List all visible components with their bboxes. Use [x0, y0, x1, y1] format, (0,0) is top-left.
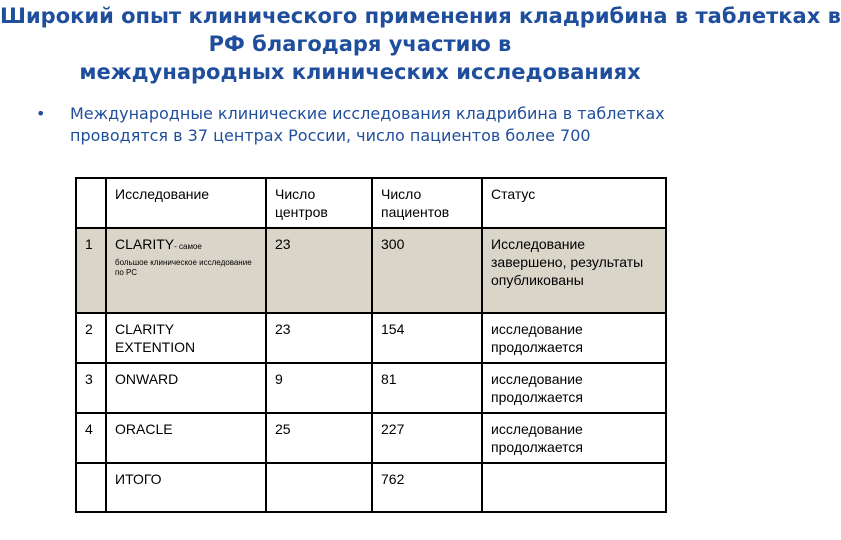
row-study: [106, 228, 266, 313]
title-line-1: Широкий опыт клинического применения кладрибина в таблетках в: [0, 4, 841, 28]
table-total-row: [76, 463, 666, 512]
slide-title: [0, 2, 841, 86]
total-patients: 762: [372, 463, 482, 512]
total-status: [482, 463, 666, 512]
row-centers: 9: [266, 363, 372, 413]
row-centers: 23: [266, 228, 372, 313]
row-centers: 23: [266, 313, 372, 363]
header-centers: Число центров: [266, 178, 372, 228]
header-status: Статус: [482, 178, 666, 228]
bullet-point: [36, 103, 686, 147]
title-line-2: РФ благодаря участию в: [208, 32, 512, 56]
row-patients: 227: [372, 413, 482, 463]
row-number: 2: [76, 313, 106, 363]
header-study: Исследование: [106, 178, 266, 228]
study-note-inline: - самое: [174, 242, 202, 251]
row-status: исследование продолжается: [482, 413, 666, 463]
study-note: большое клиническое исследование по РС: [115, 258, 252, 277]
header-patients: Число пациентов: [372, 178, 482, 228]
table-row: [76, 228, 666, 313]
table-row: [76, 363, 666, 413]
row-study: CLARITY EXTENTION: [106, 313, 266, 363]
row-status: исследование продолжается: [482, 363, 666, 413]
row-number: 3: [76, 363, 106, 413]
table-row: [76, 413, 666, 463]
row-patients: 81: [372, 363, 482, 413]
table-header-row: [76, 178, 666, 228]
row-patients: 154: [372, 313, 482, 363]
total-num-cell: [76, 463, 106, 512]
title-line-3: международных клинических исследованиях: [79, 60, 641, 84]
row-study: ORACLE: [106, 413, 266, 463]
row-status: Исследование завершено, результаты опубликованы: [482, 228, 666, 313]
bullet-text: Международные клинические исследования кладрибина в таблетках проводятся в 37 центрах России, число пациентов более 700: [70, 104, 665, 145]
total-centers: [266, 463, 372, 512]
total-label: ИТОГО: [106, 463, 266, 512]
bullet-marker: •: [36, 104, 46, 123]
row-patients: 300: [372, 228, 482, 313]
header-num-cell: [76, 178, 106, 228]
row-number: 1: [76, 228, 106, 313]
row-study: ONWARD: [106, 363, 266, 413]
row-status: исследование продолжается: [482, 313, 666, 363]
row-number: 4: [76, 413, 106, 463]
study-name: CLARITY: [115, 236, 175, 252]
row-centers: 25: [266, 413, 372, 463]
table-row: [76, 313, 666, 363]
studies-table: [75, 177, 667, 513]
